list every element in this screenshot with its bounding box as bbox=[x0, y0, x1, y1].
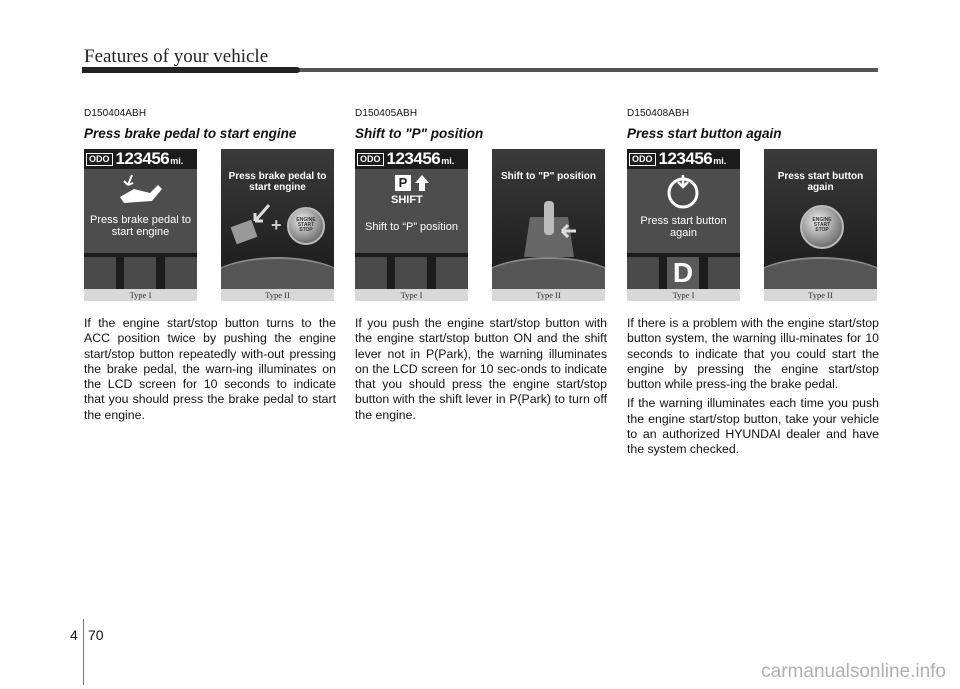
figure-pair bbox=[84, 149, 336, 305]
odo-label: ODO bbox=[629, 153, 656, 166]
park-icon: P bbox=[395, 175, 411, 191]
start-button-text: ENGINE START STOP bbox=[296, 217, 316, 233]
lcd-display-type1 bbox=[627, 149, 740, 289]
section-heading: Shift to "P" position bbox=[355, 126, 484, 141]
cluster-arc bbox=[764, 257, 877, 289]
lcd-message: Press start button again bbox=[640, 215, 727, 239]
start-button-text: ENGINE START STOP bbox=[812, 217, 832, 233]
cluster-display-type2 bbox=[764, 149, 877, 289]
lcd-tile bbox=[708, 257, 740, 289]
section-code: D150405ABH bbox=[355, 108, 418, 119]
type-label-1: Type I bbox=[355, 289, 468, 301]
section-heading: Press brake pedal to start engine bbox=[84, 126, 297, 141]
cluster-message: Shift to "P" position bbox=[500, 171, 597, 182]
lcd-message: Press brake pedal to start engine bbox=[90, 214, 191, 238]
figure-pair bbox=[627, 149, 879, 305]
figure-pair bbox=[355, 149, 607, 305]
odo-value: 123456 bbox=[658, 149, 713, 168]
odo-value: 123456 bbox=[115, 149, 170, 168]
odo-unit: mi. bbox=[713, 156, 727, 166]
watermark: carmanualsonline.info bbox=[761, 661, 946, 682]
section-brake-pedal bbox=[84, 108, 336, 427]
page-number: 70 bbox=[88, 627, 104, 643]
lcd-message-panel bbox=[355, 169, 468, 253]
odo-label: ODO bbox=[86, 153, 113, 166]
cluster-message: Press start button again bbox=[777, 171, 864, 193]
lcd-tiles bbox=[355, 257, 468, 289]
type-label-1: Type I bbox=[84, 289, 197, 301]
lcd-tile bbox=[355, 257, 387, 289]
section-code: D150404ABH bbox=[84, 108, 147, 119]
odometer bbox=[86, 149, 184, 168]
start-stop-button-icon bbox=[800, 205, 844, 249]
lcd-tiles bbox=[84, 257, 197, 289]
cluster-message: Press brake pedal to start engine bbox=[228, 171, 327, 193]
odo-label: ODO bbox=[357, 153, 384, 166]
body-paragraph: If the engine start/stop button turns to the ACC position twice by pushing the engine start/stop button repeatedly with-out pressing the brake pedal, the warn-ing illuminates on the LCD screen for 10 seconds to indicate that you should press the brake pedal to start the engine. bbox=[84, 316, 336, 422]
lcd-message: Shift to “P” position bbox=[365, 221, 458, 233]
odometer bbox=[357, 149, 455, 168]
body-paragraph: If you push the engine start/stop button with the engine start/stop button ON and the shift lever not in P(Park), the warning illuminates on the LCD screen for 10 sec-onds to indicate that you should press the engine start/stop button with the shift lever in P(Park) to turn off the engine. bbox=[355, 316, 607, 422]
type-label-2: Type II bbox=[221, 289, 334, 301]
page-header-title: Features of your vehicle bbox=[84, 46, 269, 67]
odo-unit: mi. bbox=[441, 156, 455, 166]
lcd-tile bbox=[627, 257, 659, 289]
arrow-up-icon bbox=[415, 175, 429, 191]
header-rule-accent bbox=[82, 67, 300, 73]
body-paragraph: If the warning illuminates each time you push the engine start/stop button, take your vehicle to an authorized HYUNDAI dealer and have the system checked. bbox=[627, 396, 879, 457]
gear-indicator: D bbox=[667, 257, 699, 289]
odo-value: 123456 bbox=[386, 149, 441, 168]
lcd-tile bbox=[395, 257, 427, 289]
section-heading: Press start button again bbox=[627, 126, 782, 141]
odo-unit: mi. bbox=[170, 156, 184, 166]
section-body bbox=[627, 316, 879, 458]
shift-lever-icon bbox=[514, 197, 584, 267]
shift-label: SHIFT bbox=[391, 194, 423, 206]
odometer bbox=[629, 149, 727, 168]
section-start-again bbox=[627, 108, 879, 462]
lcd-display-type1 bbox=[84, 149, 197, 289]
lcd-tile bbox=[165, 257, 197, 289]
lcd-tile bbox=[124, 257, 156, 289]
lcd-message-panel bbox=[84, 169, 197, 253]
brake-pedal-icon bbox=[114, 171, 164, 205]
cluster-arc bbox=[221, 257, 334, 289]
plus-icon: + bbox=[271, 215, 282, 235]
type-label-2: Type II bbox=[492, 289, 605, 301]
chapter-number: 4 bbox=[70, 627, 78, 643]
type-label-2: Type II bbox=[764, 289, 877, 301]
section-body bbox=[84, 316, 336, 423]
lcd-tile bbox=[84, 257, 116, 289]
start-stop-button-icon bbox=[287, 207, 325, 245]
start-button-press-icon bbox=[665, 173, 701, 209]
section-code: D150408ABH bbox=[627, 108, 690, 119]
cluster-display-type2 bbox=[492, 149, 605, 289]
footer-divider bbox=[83, 619, 84, 685]
type-label-1: Type I bbox=[627, 289, 740, 301]
body-paragraph: If there is a problem with the engine start/stop button system, the warning illu-minates for 10 seconds to indicate that you could start the engine by pressing the engine start/stop button while press-ing the brake pedal. bbox=[627, 316, 879, 392]
section-shift-to-p bbox=[355, 108, 607, 427]
cluster-display-type2 bbox=[221, 149, 334, 289]
lcd-message-panel bbox=[627, 169, 740, 253]
lcd-tile bbox=[436, 257, 468, 289]
section-body bbox=[355, 316, 607, 423]
lcd-display-type1 bbox=[355, 149, 468, 289]
